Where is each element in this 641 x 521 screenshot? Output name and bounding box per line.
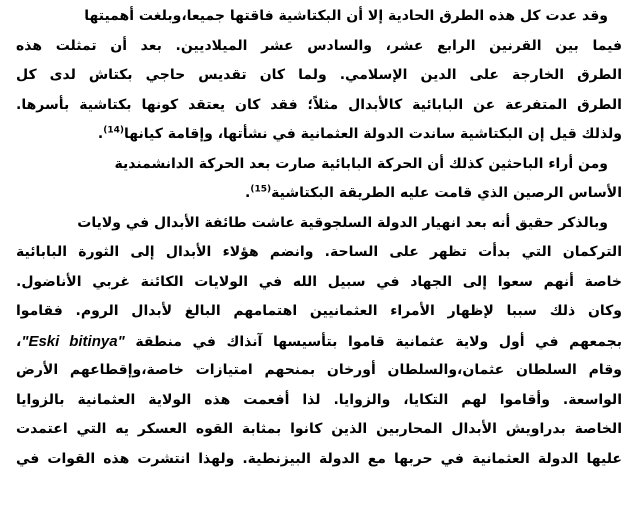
text-line: وكان ذلك سببا لإظهار الأمراء العثمانيين اهتمامهم البالغ لأبدال الروم. فقاموا (16, 303, 622, 319)
paragraph-3 (16, 209, 622, 475)
text-line: وقد عدت كل هذه الطرق الحادية إلا أن البكتاشية فاقتها جميعا،وبلغت أهميتها (84, 8, 608, 24)
text-line: التركمان التي بدأت تظهر على الساحة. وانضم هؤلاء الأبدال إلى الثورة البابائية (16, 244, 622, 260)
line-text: ولذلك قيل إن البكتاشية ساندت الدولة العثمانية في نشأتها، وإقامة كيانها (124, 126, 622, 142)
document-page (16, 2, 622, 519)
paragraph-1 (16, 2, 622, 150)
latin-place-name: "Eski bitinya" (21, 332, 125, 350)
text-line: الواسعة. وأقاموا لهم التكايا، والزوايا. لذا أفعمت هذه الولاية العثمانية بالزوايا (16, 391, 622, 408)
text-line: الطرق المتفرعة عن البابائية كالأبدال مثلاً؛ فقد كان يعتقد كونها بكتاشية بأسرها. (16, 96, 622, 113)
text-line (16, 179, 622, 209)
line-text: بجمعهم في أول ولاية عثمانية قاموا بتأسيسها آنذاك في منطقة (135, 333, 622, 350)
text-line (16, 120, 622, 150)
text-line: وبالذكر حقيق أنه بعد انهيار الدولة السلجوقية عاشت طائفة الأبدال في ولايات (77, 214, 608, 231)
text-line: فيما بين القرنين الرابع عشر، والسادس عشر الميلاديين. بعد أن تمثلت هذه (16, 37, 622, 54)
text-line: ومن أراء الباحثين كذلك أن الحركة البابائية صارت بعد الحركة الدانشمندية (114, 155, 608, 172)
text-line (16, 327, 622, 357)
footnote-ref: (15) (250, 184, 272, 195)
text-line: عليها الدولة العثمانية في حربها مع الدولة البيزنطية. ولهذا انتشرت هذه القوات في (16, 450, 622, 467)
line-end: . (97, 126, 104, 142)
text-line: الطرق الخارجة على الدين الإسلامي. ولما كان تقديس حاجي بكتاش لدى كل (16, 67, 622, 83)
text-line: الخاصة بدراويش الأبدال المحاربين الذين كانوا بمثابة القوه العسكر يه التي اعتمدت (16, 421, 622, 437)
line-end: ، (16, 333, 22, 350)
paragraph-2 (16, 150, 622, 209)
line-end: . (245, 185, 251, 201)
text-line: خاصة أنهم سعوا إلى الجهاد في سبيل الله في الولايات الكائنة غربي الأناضول. (16, 273, 622, 290)
footnote-ref: (14) (103, 125, 125, 136)
line-text: الأساس الرصين الذي قامت عليه الطريقة البكتاشية (271, 185, 622, 201)
text-line: وقام السلطان عثمان،والسلطان أورخان بمنحهم امتيازات خاصة،وإقطاعهم الأرض (16, 362, 622, 378)
